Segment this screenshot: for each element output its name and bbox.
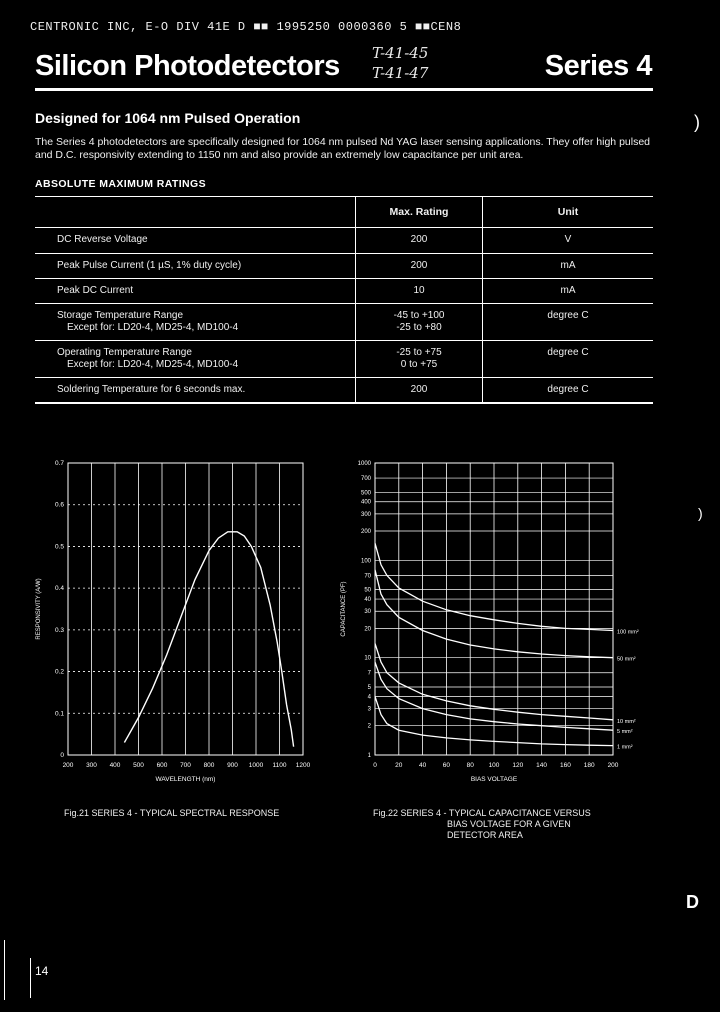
y-tick-label: 1000 xyxy=(357,461,371,467)
y-axis-label: RESPONSIVITY (A/W) xyxy=(36,578,42,640)
handwritten-note-2: T-41-47 xyxy=(372,64,429,82)
col-header-rating: Max. Rating xyxy=(356,197,483,228)
table-row xyxy=(35,341,653,378)
intro-paragraph: The Series 4 photodetectors are specifically designed for 1064 nm pulsed Nd YAG laser sensing applications. They offer high pulsed and D.C. responsivity extending to 1150 nm and also provide an extremely low capacitance per unit area. xyxy=(35,136,651,161)
y-tick-label: 7 xyxy=(367,670,371,677)
x-tick-label: 1000 xyxy=(248,762,264,769)
x-tick-label: 80 xyxy=(466,762,474,769)
y-tick-label: 1 xyxy=(367,753,371,759)
row-param: Soldering Temperature for 6 seconds max. xyxy=(57,384,246,395)
x-tick-label: 400 xyxy=(109,762,121,769)
y-tick-label: 10 xyxy=(364,655,371,662)
col-header-parameter xyxy=(35,197,356,228)
row-rating: -25 to +75 xyxy=(396,347,442,358)
y-tick-label: 5 xyxy=(367,684,371,691)
y-tick-label: 50 xyxy=(364,587,371,594)
y-tick-label: 0.6 xyxy=(54,501,64,509)
y-tick-label: 500 xyxy=(360,490,371,497)
y-tick-label: 300 xyxy=(360,511,371,518)
caption-line: DETECTOR AREA xyxy=(447,830,523,840)
row-param: Storage Temperature Range xyxy=(57,310,184,321)
page-title: Silicon Photodetectors xyxy=(35,50,340,82)
series-label: 1 mm² xyxy=(617,744,633,751)
row-rating: 200 xyxy=(410,260,428,271)
x-tick-label: 160 xyxy=(559,762,571,769)
row-unit: mA xyxy=(560,285,576,296)
caption-line: BIAS VOLTAGE FOR A GIVEN xyxy=(447,819,571,829)
figure-21-caption: Fig.21 SERIES 4 - TYPICAL SPECTRAL RESPONSE xyxy=(64,808,280,818)
y-tick-label: 0 xyxy=(60,752,64,759)
x-tick-label: 180 xyxy=(583,762,595,769)
x-tick-label: 200 xyxy=(62,762,74,769)
y-tick-label: 3 xyxy=(367,706,371,713)
capacitance-chart xyxy=(335,455,655,790)
x-tick-label: 900 xyxy=(227,762,238,769)
table-row xyxy=(35,304,653,341)
scan-edge-mark: ) xyxy=(694,112,700,132)
x-tick-label: 600 xyxy=(156,762,168,769)
scan-header-line: CENTRONIC INC, E-O DIV 41E D ■■ 1995250 0000360 5 ■■CEN8 xyxy=(30,20,462,34)
x-tick-label: 300 xyxy=(86,762,97,769)
x-tick-label: 140 xyxy=(536,762,548,769)
y-tick-label: 0.7 xyxy=(54,460,64,467)
y-tick-label: 200 xyxy=(360,529,371,536)
x-tick-label: 700 xyxy=(180,762,191,769)
table-row xyxy=(35,254,653,279)
y-tick-label: 70 xyxy=(364,573,371,580)
series-label: 10 mm² xyxy=(617,718,636,725)
scan-margin-tick xyxy=(30,958,31,998)
row-rating: -45 to +100 xyxy=(393,310,445,321)
scan-margin-line xyxy=(4,940,5,1000)
row-except: Except for: LD20-4, MD25-4, MD100-4 xyxy=(67,359,239,370)
row-unit: mA xyxy=(560,260,576,271)
row-unit: degree C xyxy=(547,384,589,395)
y-tick-label: 0.3 xyxy=(54,626,64,634)
row-unit: V xyxy=(564,234,572,245)
row-rating: 200 xyxy=(410,234,428,245)
ratings-heading: ABSOLUTE MAXIMUM RATINGS xyxy=(35,178,206,190)
row-param: Operating Temperature Range xyxy=(57,347,192,358)
row-rating: 200 xyxy=(410,384,428,395)
spectral-response-chart xyxy=(30,455,320,790)
y-tick-label: 0.4 xyxy=(54,585,64,593)
scan-edge-mark: D xyxy=(686,892,699,912)
x-tick-label: 200 xyxy=(607,762,619,769)
series-label: 100 mm² xyxy=(617,629,639,636)
y-tick-label: 400 xyxy=(360,499,371,506)
handwritten-note-1: T-41-45 xyxy=(372,44,429,62)
x-tick-label: 0 xyxy=(373,762,377,769)
x-tick-label: 40 xyxy=(418,762,427,769)
y-tick-label: 0.2 xyxy=(54,668,64,676)
scan-edge-mark: ) xyxy=(698,505,703,521)
x-tick-label: 1100 xyxy=(272,762,287,769)
row-except: Except for: LD20-4, MD25-4, MD100-4 xyxy=(67,322,239,333)
y-tick-label: 40 xyxy=(364,597,371,604)
y-tick-label: 20 xyxy=(364,626,371,633)
y-tick-label: 0.1 xyxy=(54,710,64,718)
y-tick-label: 100 xyxy=(360,558,371,565)
row-rating: 10 xyxy=(413,285,425,296)
table-bottom-rule xyxy=(35,402,653,404)
y-tick-label: 30 xyxy=(364,609,371,616)
row-param: DC Reverse Voltage xyxy=(57,234,148,245)
series-label: 5 mm² xyxy=(617,729,633,736)
x-tick-label: 60 xyxy=(442,762,451,769)
x-tick-label: 800 xyxy=(203,762,215,769)
x-tick-label: 20 xyxy=(395,762,403,769)
col-header-unit: Unit xyxy=(483,197,654,228)
y-axis-label: CAPACITANCE (PF) xyxy=(341,581,347,637)
figure-22-caption xyxy=(373,808,591,841)
y-tick-label: 4 xyxy=(367,694,371,701)
row-unit: degree C xyxy=(547,310,589,321)
row-unit: degree C xyxy=(547,347,589,358)
row-param: Peak Pulse Current (1 µS, 1% duty cycle) xyxy=(57,260,242,271)
page-number: 14 xyxy=(35,964,49,978)
table-row xyxy=(35,228,653,254)
series-label: 50 mm² xyxy=(617,656,636,663)
x-axis-label: BIAS VOLTAGE xyxy=(470,776,518,783)
y-tick-label: 0.5 xyxy=(54,543,64,551)
x-tick-label: 1200 xyxy=(295,762,311,769)
section-subtitle: Designed for 1064 nm Pulsed Operation xyxy=(35,110,301,126)
y-tick-label: 2 xyxy=(367,723,371,730)
row-rating-2: -25 to +80 xyxy=(396,322,442,333)
table-row xyxy=(35,378,653,402)
x-axis-label: WAVELENGTH (nm) xyxy=(155,776,216,783)
y-tick-label: 700 xyxy=(360,476,371,483)
ratings-table xyxy=(35,196,653,402)
series-title: Series 4 xyxy=(544,50,652,82)
x-tick-label: 500 xyxy=(133,762,144,769)
caption-line: Fig.22 SERIES 4 - TYPICAL CAPACITANCE VERSUS xyxy=(373,808,591,818)
title-rule xyxy=(35,88,653,91)
row-param: Peak DC Current xyxy=(57,285,134,296)
x-tick-label: 100 xyxy=(488,762,500,769)
table-row xyxy=(35,279,653,304)
row-rating-2: 0 to +75 xyxy=(400,359,438,370)
x-tick-label: 120 xyxy=(512,762,524,769)
